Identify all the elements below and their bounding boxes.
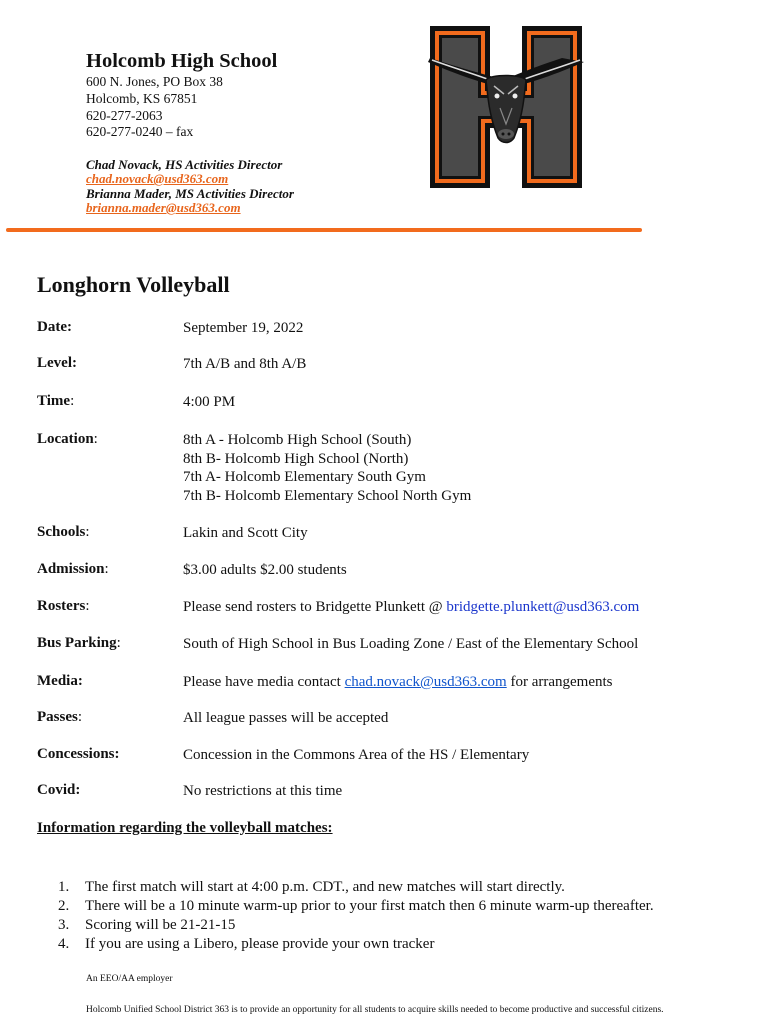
info-list <box>58 878 654 954</box>
contact-name: Brianna Mader, MS Activities Director <box>86 186 294 201</box>
date-value: September 19, 2022 <box>183 320 304 336</box>
rosters-label: Rosters: <box>37 598 90 614</box>
media-value: Please have media contact chad.novack@usd363.com for arrangements <box>183 674 613 690</box>
location-line: 8th A - Holcomb High School (South) <box>183 432 412 448</box>
location-value <box>183 431 471 505</box>
list-item: 1. The first match will start at 4:00 p.m. CDT., and new matches will start directly. <box>58 879 565 895</box>
mission-statement: Holcomb Unified School District 363 is to provide an opportunity for all students to acquire skills needed to become productive and successful citizens. <box>86 1005 664 1015</box>
level-label: Level: <box>37 355 77 371</box>
page-title: Longhorn Volleyball <box>37 272 230 297</box>
admission-value: $3.00 adults $2.00 students <box>183 562 347 578</box>
contact-email-link[interactable]: brianna.mader@usd363.com <box>86 200 241 215</box>
schools-value: Lakin and Scott City <box>183 525 308 541</box>
bus-parking-label: Bus Parking: <box>37 635 121 651</box>
passes-label: Passes: <box>37 709 83 725</box>
contact-email-link[interactable]: chad.novack@usd363.com <box>86 171 229 186</box>
covid-value: No restrictions at this time <box>183 783 343 799</box>
schools-label: Schools: <box>37 524 90 540</box>
eeo-statement: An EEO/AA employer <box>86 974 173 984</box>
rosters-value: Please send rosters to Bridgette Plunkett @ bridgette.plunkett@usd363.com <box>183 599 640 615</box>
header-divider <box>6 228 642 232</box>
contact-name: Chad Novack, HS Activities Director <box>86 157 283 172</box>
list-item: 3. Scoring will be 21-21-15 <box>58 917 236 933</box>
school-name: Holcomb High School <box>86 50 278 72</box>
location-line: 7th B- Holcomb Elementary School North Gym <box>183 487 472 504</box>
time-value: 4:00 PM <box>183 394 236 410</box>
location-label: Location: <box>37 431 98 447</box>
location-line: 8th B- Holcomb High School (North) <box>183 450 409 467</box>
fax-line: 620-277-0240 – fax <box>86 124 194 139</box>
longhorn-h-logo <box>428 24 584 190</box>
concessions-label: Concessions: <box>37 746 120 762</box>
time-label: Time: <box>37 393 75 409</box>
concessions-value: Concession in the Commons Area of the HS / Elementary <box>183 747 530 763</box>
media-label: Media: <box>37 673 83 689</box>
bus-parking-value: South of High School in Bus Loading Zone / East of the Elementary School <box>183 636 639 652</box>
date-label: Date: <box>37 319 72 335</box>
list-item: 2. There will be a 10 minute warm-up prior to your first match then 6 minute warm-up thereafter. <box>58 898 654 914</box>
media-email-link[interactable]: chad.novack@usd363.com <box>344 674 507 690</box>
info-heading: Information regarding the volleyball matches: <box>37 820 333 836</box>
phone-line: 620-277-2063 <box>86 108 163 123</box>
address-line: 600 N. Jones, PO Box 38 <box>86 74 223 89</box>
list-item: 4. If you are using a Libero, please provide your own tracker <box>58 936 435 952</box>
passes-value: All league passes will be accepted <box>183 710 389 726</box>
admission-label: Admission: <box>37 561 109 577</box>
rosters-email-link[interactable]: bridgette.plunkett@usd363.com <box>446 599 640 615</box>
address-line: Holcomb, KS 67851 <box>86 91 198 106</box>
level-value: 7th A/B and 8th A/B <box>183 356 307 372</box>
covid-label: Covid: <box>37 782 81 798</box>
location-line: 7th A- Holcomb Elementary South Gym <box>183 469 426 485</box>
